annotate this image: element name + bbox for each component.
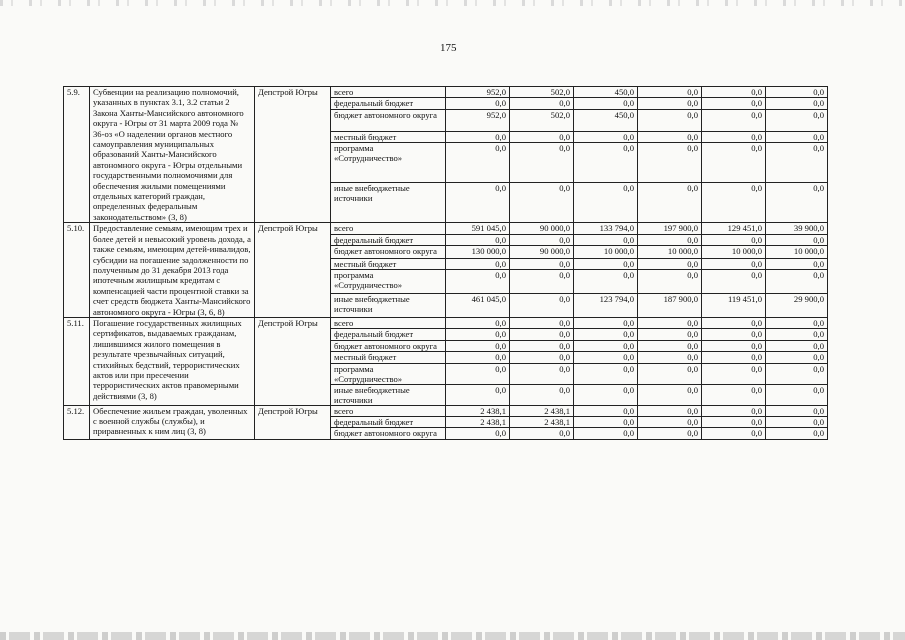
amount-cell: 10 000,0 (638, 246, 702, 259)
amount-cell: 0,0 (510, 329, 574, 340)
amount-cell: 0,0 (574, 340, 638, 351)
amount-cell: 133 794,0 (574, 223, 638, 234)
amount-cell: 0,0 (510, 294, 574, 318)
amount-cell: 0,0 (446, 259, 510, 270)
amount-cell: 0,0 (766, 98, 828, 109)
funding-source: всего (331, 317, 446, 328)
amount-cell: 0,0 (638, 363, 702, 384)
item-name: Погашение государственных жилищных сертификатов, выдаваемых гражданам, лишившимся жилого помещения в результате чрезвычайных ситуаций, стихийных бедствий, террористических актов или при пресечении террористических актов правомерными действиями (3, 8) (90, 317, 255, 405)
amount-cell: 0,0 (574, 384, 638, 405)
amount-cell: 197 900,0 (638, 223, 702, 234)
amount-cell: 0,0 (638, 87, 702, 98)
funding-source: местный бюджет (331, 259, 446, 270)
amount-cell: 450,0 (574, 109, 638, 131)
scan-edge-bottom (0, 632, 905, 640)
amount-cell: 0,0 (766, 183, 828, 223)
item-executor: Депстрой Югры (255, 317, 331, 405)
item-number: 5.9. (64, 87, 90, 223)
amount-cell: 0,0 (574, 234, 638, 245)
amount-cell: 0,0 (702, 131, 766, 142)
amount-cell: 0,0 (702, 428, 766, 439)
amount-cell: 0,0 (446, 270, 510, 294)
amount-cell: 0,0 (638, 416, 702, 427)
amount-cell: 0,0 (638, 352, 702, 363)
program-funding-table (63, 86, 828, 440)
funding-source: иные внебюджетные источники (331, 384, 446, 405)
amount-cell: 129 451,0 (702, 223, 766, 234)
amount-cell: 0,0 (766, 143, 828, 183)
amount-cell: 10 000,0 (574, 246, 638, 259)
amount-cell: 0,0 (510, 428, 574, 439)
funding-source: местный бюджет (331, 352, 446, 363)
amount-cell: 0,0 (446, 329, 510, 340)
funding-source: программа «Сотрудничество» (331, 363, 446, 384)
amount-cell: 0,0 (574, 183, 638, 223)
table-row (64, 317, 828, 328)
funding-source: местный бюджет (331, 131, 446, 142)
amount-cell: 0,0 (638, 317, 702, 328)
amount-cell: 502,0 (510, 109, 574, 131)
item-name: Субвенции на реализацию полномочий, указанных в пунктах 3.1, 3.2 статьи 2 Закона Ханты-Мансийского автономного округа - Югры от 31 марта 2009 года № 36-оз «О наделении органов местного самоуправления муниципальных образований Ханты-Мансийского автономного округа - Югры отдельными государственными полномочиями для обеспечения жилыми помещениями отдельных категорий граждан, определенных федеральным законодательством» (3, 8) (90, 87, 255, 223)
amount-cell: 0,0 (766, 270, 828, 294)
amount-cell: 2 438,1 (446, 416, 510, 427)
amount-cell: 0,0 (702, 270, 766, 294)
amount-cell: 0,0 (766, 234, 828, 245)
amount-cell: 591 045,0 (446, 223, 510, 234)
funding-source: федеральный бюджет (331, 416, 446, 427)
amount-cell: 0,0 (702, 405, 766, 416)
amount-cell: 0,0 (638, 131, 702, 142)
amount-cell: 0,0 (510, 384, 574, 405)
funding-source: всего (331, 87, 446, 98)
amount-cell: 90 000,0 (510, 246, 574, 259)
amount-cell: 0,0 (702, 98, 766, 109)
funding-source: бюджет автономного округа (331, 109, 446, 131)
item-number: 5.10. (64, 223, 90, 318)
item-number: 5.12. (64, 405, 90, 439)
funding-source: федеральный бюджет (331, 234, 446, 245)
amount-cell: 0,0 (446, 317, 510, 328)
amount-cell: 0,0 (702, 109, 766, 131)
amount-cell: 119 451,0 (702, 294, 766, 318)
amount-cell: 0,0 (446, 234, 510, 245)
amount-cell: 0,0 (702, 329, 766, 340)
funding-source: бюджет автономного округа (331, 428, 446, 439)
funding-source: федеральный бюджет (331, 98, 446, 109)
funding-source: иные внебюджетные источники (331, 183, 446, 223)
amount-cell: 0,0 (766, 428, 828, 439)
amount-cell: 0,0 (638, 143, 702, 183)
amount-cell: 0,0 (766, 109, 828, 131)
amount-cell: 0,0 (766, 329, 828, 340)
amount-cell: 0,0 (574, 317, 638, 328)
amount-cell: 0,0 (638, 340, 702, 351)
amount-cell: 90 000,0 (510, 223, 574, 234)
amount-cell: 0,0 (702, 183, 766, 223)
amount-cell: 0,0 (446, 352, 510, 363)
amount-cell: 0,0 (574, 98, 638, 109)
amount-cell: 0,0 (638, 234, 702, 245)
item-executor: Депстрой Югры (255, 405, 331, 439)
funding-source: программа «Сотрудничество» (331, 143, 446, 183)
amount-cell: 0,0 (702, 340, 766, 351)
item-name: Обеспечение жильем граждан, уволенных с военной службы (службы), и приравненных к ним лиц (3, 8) (90, 405, 255, 439)
amount-cell: 0,0 (702, 384, 766, 405)
amount-cell: 0,0 (510, 352, 574, 363)
amount-cell: 0,0 (510, 340, 574, 351)
amount-cell: 0,0 (510, 143, 574, 183)
amount-cell: 0,0 (510, 363, 574, 384)
amount-cell: 10 000,0 (766, 246, 828, 259)
amount-cell: 0,0 (638, 183, 702, 223)
amount-cell: 0,0 (766, 363, 828, 384)
amount-cell: 0,0 (702, 259, 766, 270)
table-row (64, 405, 828, 416)
amount-cell: 130 000,0 (446, 246, 510, 259)
funding-source: программа «Сотрудничество» (331, 270, 446, 294)
amount-cell: 0,0 (510, 98, 574, 109)
amount-cell: 187 900,0 (638, 294, 702, 318)
amount-cell: 39 900,0 (766, 223, 828, 234)
amount-cell: 0,0 (510, 234, 574, 245)
amount-cell: 0,0 (766, 259, 828, 270)
amount-cell: 29 900,0 (766, 294, 828, 318)
item-executor: Депстрой Югры (255, 87, 331, 223)
amount-cell: 0,0 (574, 131, 638, 142)
amount-cell: 0,0 (510, 259, 574, 270)
amount-cell: 502,0 (510, 87, 574, 98)
amount-cell: 0,0 (702, 143, 766, 183)
amount-cell: 952,0 (446, 109, 510, 131)
amount-cell: 0,0 (766, 352, 828, 363)
amount-cell: 0,0 (574, 428, 638, 439)
amount-cell: 0,0 (702, 363, 766, 384)
amount-cell: 952,0 (446, 87, 510, 98)
amount-cell: 0,0 (574, 143, 638, 183)
amount-cell: 0,0 (574, 405, 638, 416)
amount-cell: 0,0 (766, 131, 828, 142)
funding-source: иные внебюджетные источники (331, 294, 446, 318)
amount-cell: 0,0 (446, 183, 510, 223)
amount-cell: 0,0 (766, 384, 828, 405)
table-body (64, 87, 828, 440)
amount-cell: 0,0 (638, 109, 702, 131)
amount-cell: 0,0 (766, 405, 828, 416)
amount-cell: 0,0 (446, 143, 510, 183)
amount-cell: 123 794,0 (574, 294, 638, 318)
amount-cell: 0,0 (638, 270, 702, 294)
amount-cell: 0,0 (446, 384, 510, 405)
amount-cell: 0,0 (766, 87, 828, 98)
amount-cell: 0,0 (446, 363, 510, 384)
amount-cell: 0,0 (510, 270, 574, 294)
item-executor: Депстрой Югры (255, 223, 331, 318)
funding-source: всего (331, 405, 446, 416)
amount-cell: 2 438,1 (510, 405, 574, 416)
amount-cell: 0,0 (446, 98, 510, 109)
amount-cell: 0,0 (510, 317, 574, 328)
amount-cell: 0,0 (574, 270, 638, 294)
amount-cell: 0,0 (446, 428, 510, 439)
funding-source: бюджет автономного округа (331, 340, 446, 351)
amount-cell: 0,0 (702, 416, 766, 427)
page-number: 175 (440, 42, 457, 54)
amount-cell: 461 045,0 (446, 294, 510, 318)
amount-cell: 0,0 (446, 340, 510, 351)
amount-cell: 0,0 (574, 416, 638, 427)
amount-cell: 0,0 (766, 317, 828, 328)
table-row (64, 223, 828, 234)
amount-cell: 450,0 (574, 87, 638, 98)
funding-source: бюджет автономного округа (331, 246, 446, 259)
amount-cell: 0,0 (702, 234, 766, 245)
amount-cell: 0,0 (638, 259, 702, 270)
item-number: 5.11. (64, 317, 90, 405)
amount-cell: 0,0 (638, 98, 702, 109)
amount-cell: 0,0 (446, 131, 510, 142)
amount-cell: 0,0 (638, 405, 702, 416)
amount-cell: 0,0 (510, 131, 574, 142)
amount-cell: 0,0 (574, 352, 638, 363)
amount-cell: 2 438,1 (446, 405, 510, 416)
table-row (64, 87, 828, 98)
amount-cell: 0,0 (638, 384, 702, 405)
amount-cell: 0,0 (638, 428, 702, 439)
item-name: Предоставление семьям, имеющим трех и более детей и невысокий уровень дохода, а также семьям, имеющим детей-инвалидов, субсидии на погашение задолженности по полученным до 31 декабря 2013 года ипотечным жилищным кредитам с компенсацией части процентной ставки за счет средств бюджета Ханты-Мансийского автономного округа - Югры (3, 6, 8) (90, 223, 255, 318)
amount-cell: 10 000,0 (702, 246, 766, 259)
scan-edge-top (0, 0, 905, 6)
amount-cell: 0,0 (638, 329, 702, 340)
amount-cell: 0,0 (702, 317, 766, 328)
amount-cell: 0,0 (702, 352, 766, 363)
funding-source: всего (331, 223, 446, 234)
amount-cell: 2 438,1 (510, 416, 574, 427)
funding-source: федеральный бюджет (331, 329, 446, 340)
amount-cell: 0,0 (510, 183, 574, 223)
amount-cell: 0,0 (766, 340, 828, 351)
amount-cell: 0,0 (574, 259, 638, 270)
amount-cell: 0,0 (574, 363, 638, 384)
amount-cell: 0,0 (766, 416, 828, 427)
amount-cell: 0,0 (574, 329, 638, 340)
amount-cell: 0,0 (702, 87, 766, 98)
